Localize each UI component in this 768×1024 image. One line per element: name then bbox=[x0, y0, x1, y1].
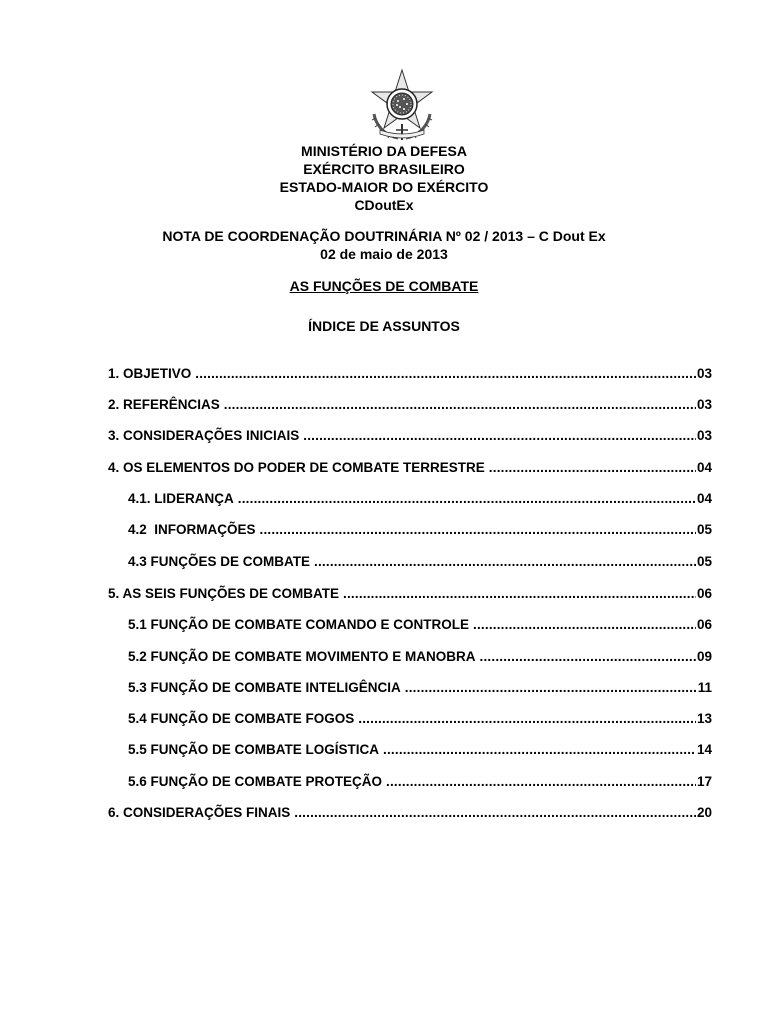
toc-label: 4.1. LIDERANÇA bbox=[128, 491, 234, 506]
toc-leader bbox=[405, 679, 697, 697]
toc-page-number: 06 bbox=[696, 617, 712, 632]
document-title bbox=[0, 277, 768, 295]
institution-header bbox=[0, 142, 768, 214]
toc-page-number: 05 bbox=[696, 522, 712, 537]
note-block bbox=[0, 227, 768, 263]
toc-label: 5.3 FUNÇÃO DE COMBATE INTELIGÊNCIA bbox=[128, 680, 401, 695]
toc-leader bbox=[343, 585, 696, 603]
header-staff: ESTADO-MAIOR DO EXÉRCITO bbox=[279, 179, 489, 195]
toc-entry-objetivo bbox=[108, 365, 712, 383]
toc-entry-seis-funcoes bbox=[108, 585, 712, 603]
toc-entry-lideranca bbox=[128, 490, 712, 508]
toc-label: 4.2 INFORMAÇÕES bbox=[128, 522, 256, 537]
document-title-text: AS FUNÇÕES DE COMBATE bbox=[289, 278, 479, 294]
toc-page-number: 11 bbox=[697, 680, 712, 695]
header-ministry: MINISTÉRIO DA DEFESA bbox=[301, 143, 467, 159]
toc-leader bbox=[195, 365, 696, 383]
toc-label: 5.1 FUNÇÃO DE COMBATE COMANDO E CONTROLE bbox=[128, 617, 470, 632]
toc-leader bbox=[224, 396, 696, 414]
note-date: 02 de maio de 2013 bbox=[320, 246, 448, 262]
toc-entry-funcoes-de-combate bbox=[128, 553, 712, 571]
toc-label: 1. OBJETIVO bbox=[108, 366, 192, 381]
toc-leader bbox=[358, 710, 696, 728]
toc-leader bbox=[238, 490, 696, 508]
toc-label: 2. REFERÊNCIAS bbox=[108, 397, 220, 412]
toc-page-number: 03 bbox=[696, 366, 712, 381]
toc-entry-informacoes bbox=[128, 521, 712, 539]
toc-leader bbox=[480, 648, 696, 666]
toc-leader bbox=[314, 553, 696, 571]
toc-page-number: 03 bbox=[696, 397, 712, 412]
toc-label: 5.4 FUNÇÃO DE COMBATE FOGOS bbox=[128, 711, 355, 726]
toc-page-number: 06 bbox=[696, 586, 712, 601]
toc-label: 5. AS SEIS FUNÇÕES DE COMBATE bbox=[108, 586, 340, 601]
toc-label: 4. OS ELEMENTOS DO PODER DE COMBATE TERRESTRE bbox=[108, 460, 485, 475]
toc-page-number: 04 bbox=[696, 460, 712, 475]
toc-label: 6. CONSIDERAÇÕES FINAIS bbox=[108, 805, 291, 820]
toc-leader bbox=[386, 773, 696, 791]
toc-leader bbox=[303, 427, 696, 445]
header-department: CDoutEx bbox=[354, 197, 414, 213]
header-army: EXÉRCITO BRASILEIRO bbox=[303, 161, 465, 177]
toc-entry-elementos-poder-combate bbox=[108, 459, 712, 477]
toc-page-number: 20 bbox=[696, 805, 712, 820]
toc-label: 5.5 FUNÇÃO DE COMBATE LOGÍSTICA bbox=[128, 742, 380, 757]
toc-label: 4.3 FUNÇÕES DE COMBATE bbox=[128, 554, 311, 569]
toc-entry-inteligencia bbox=[128, 679, 712, 697]
toc-entry-consideracoes-finais bbox=[108, 804, 712, 822]
toc-leader bbox=[489, 459, 696, 477]
toc-leader bbox=[260, 521, 696, 539]
toc-page-number: 09 bbox=[696, 649, 712, 664]
toc-entry-fogos bbox=[128, 710, 712, 728]
toc-label: 3. CONSIDERAÇÕES INICIAIS bbox=[108, 428, 300, 443]
toc-entry-protecao bbox=[128, 773, 712, 791]
toc-entry-referencias bbox=[108, 396, 712, 414]
index-heading: ÍNDICE DE ASSUNTOS bbox=[308, 318, 460, 334]
toc-label: 5.2 FUNÇÃO DE COMBATE MOVIMENTO E MANOBRA bbox=[128, 649, 476, 664]
toc-page-number: 05 bbox=[696, 554, 712, 569]
toc-label: 5.6 FUNÇÃO DE COMBATE PROTEÇÃO bbox=[128, 774, 383, 789]
toc-entry-movimento-manobra bbox=[128, 648, 712, 666]
toc-leader bbox=[473, 616, 696, 634]
toc-entry-comando-controle bbox=[128, 616, 712, 634]
toc-page-number: 03 bbox=[696, 428, 712, 443]
toc-page-number: 04 bbox=[696, 491, 712, 506]
note-title: NOTA DE COORDENAÇÃO DOUTRINÁRIA Nº 02 / 2013 – C Dout Ex bbox=[162, 228, 606, 244]
toc-leader bbox=[294, 804, 696, 822]
toc-page-number: 17 bbox=[696, 774, 712, 789]
toc-page-number: 14 bbox=[696, 742, 712, 757]
toc-entry-logistica bbox=[128, 741, 712, 759]
toc-entry-consideracoes-iniciais bbox=[108, 427, 712, 445]
toc-page-number: 13 bbox=[696, 711, 712, 726]
toc-leader bbox=[383, 741, 696, 759]
brazil-coat-of-arms-icon bbox=[364, 68, 440, 144]
